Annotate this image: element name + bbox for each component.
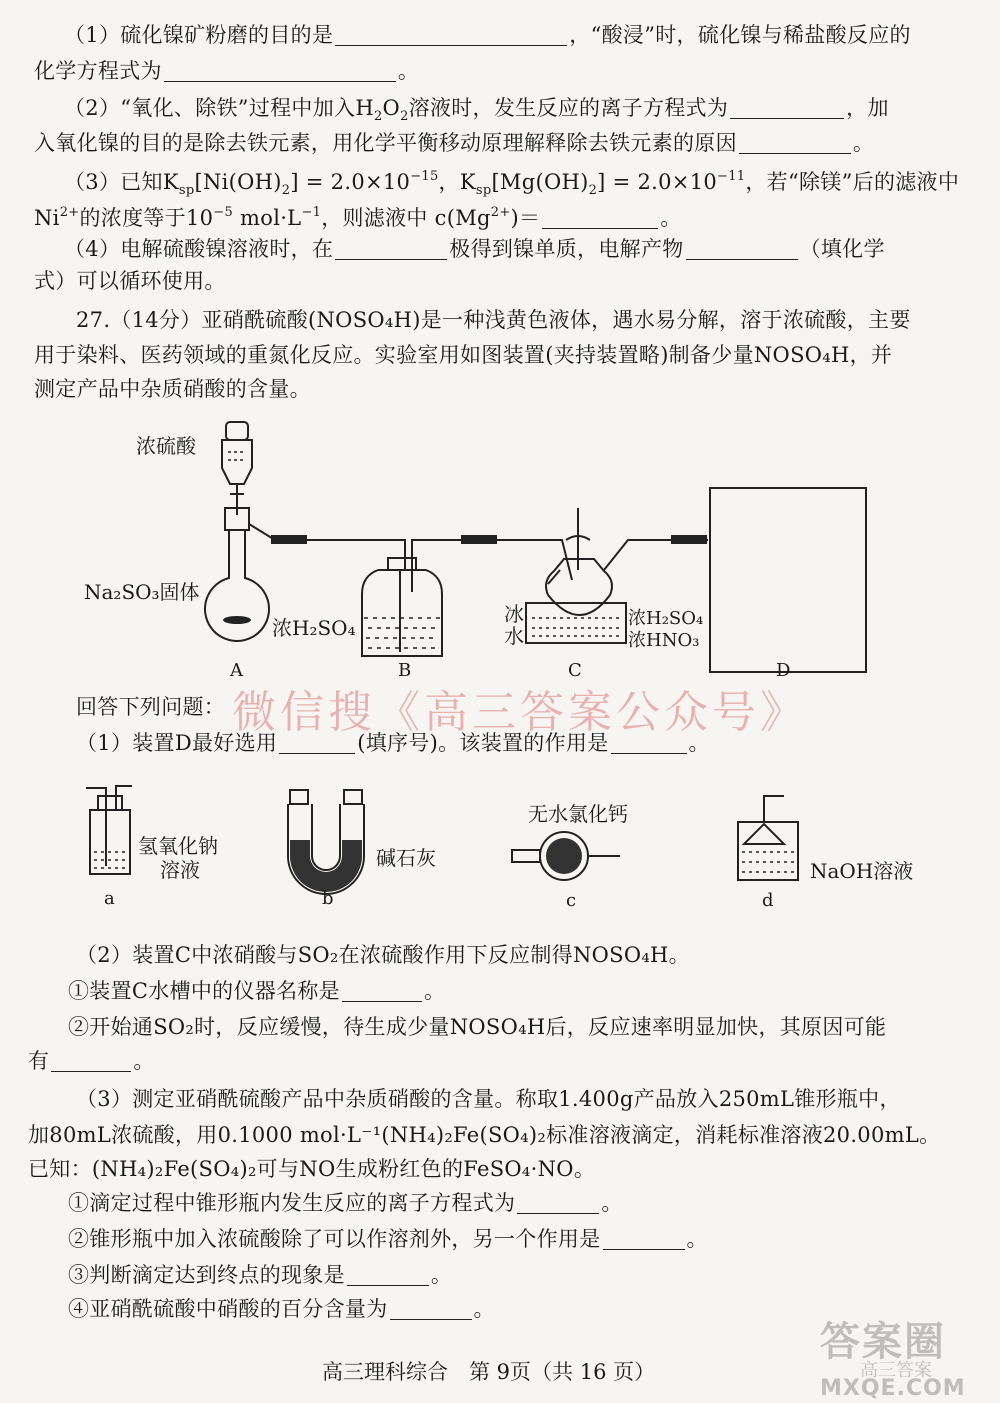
answer-blank[interactable] (335, 237, 447, 260)
label-B: B (398, 660, 412, 681)
opt-c: c (566, 890, 577, 911)
q-line: 有 。 (28, 1049, 155, 1073)
opt-d: d (762, 890, 774, 911)
q-line: ③判断滴定达到终点的现象是 。 (68, 1263, 453, 1287)
q-line: 27.（14分）亚硝酰硫酸(NOSO₄H)是一种浅黄色液体，遇水易分解，溶于浓硫酸，主要 (76, 308, 911, 332)
q-line: 加80mL浓硫酸，用0.1000 mol·L⁻¹(NH₄)₂Fe(SO₄)₂标准溶液滴定，消耗标准溶液20.00mL。 (28, 1123, 941, 1147)
opt-c-label: 无水氯化钙 (528, 802, 628, 826)
answer-blank[interactable] (517, 1191, 599, 1214)
opt-b-label: 碱石灰 (376, 846, 436, 870)
label-b-h2so4: 浓H₂SO₄ (272, 616, 356, 640)
label-conc-h2so4: 浓硫酸 (136, 434, 196, 458)
watermark: 微信搜《高三答案公众号》 (232, 687, 808, 738)
answer-blank[interactable] (603, 1227, 685, 1250)
page-footer: 高三理科综合 第 9页（共 16 页） (322, 1360, 656, 1384)
q-line: （4）电解硫酸镍溶液时，在 极得到镍单质，电解产物 （填化学 (64, 237, 885, 261)
q-line: 式）可以循环使用。 (34, 269, 226, 293)
label-c-h2so4: 浓H₂SO₄ (628, 608, 704, 629)
answer-blank[interactable] (390, 1297, 472, 1320)
q-line: 回答下列问题： (76, 695, 226, 719)
q-line: ①装置C水槽中的仪器名称是 。 (68, 979, 446, 1003)
q-line: ②锥形瓶中加入浓硫酸除了可以作溶剂外，另一个作用是 。 (68, 1227, 708, 1251)
answer-blank[interactable] (542, 206, 658, 229)
stamp-url: MXQE.COM (820, 1376, 966, 1401)
opt-b: b (322, 888, 334, 909)
stamp-logo: 答案圈 (820, 1319, 946, 1365)
answer-blank[interactable] (342, 979, 422, 1002)
label-c-hno3: 浓HNO₃ (628, 630, 700, 651)
q-line: 用于染料、医药领域的重氮化反应。实验室用如图装置(夹持装置略)制备少量NOSO₄H，并 (34, 343, 893, 367)
q-line: $Ni^{2+}$的浓度等于$10^{-5}$ $mol\cdot L^{-1}$，则滤液中 $c(Mg^{2+})=$ 。 (34, 205, 682, 230)
q-line: （3）已知$K_{sp}[Ni(OH)_2] = 2.0\times 10^{-15}$，$K_{sp}[Mg(OH)_2] = 2.0\times 10^{-11}$，若“除镁”后的滤液中 (64, 169, 960, 198)
answer-blank[interactable] (739, 131, 851, 154)
q-line: 测定产品中杂质硝酸的含量。 (34, 377, 311, 401)
label-A: A (230, 660, 243, 681)
stamp-small: 高三答案 (860, 1360, 932, 1381)
q-line: （1）装置D最好选用 (填序号)。该装置的作用是 。 (76, 731, 710, 755)
answer-blank[interactable] (164, 59, 396, 82)
answer-blank[interactable] (730, 96, 844, 119)
q-line: （2）“氧化、除铁”过程中加入$H_2O_2$溶液时，发生反应的离子方程式为 ，加 (64, 96, 889, 124)
answer-blank[interactable] (335, 23, 567, 46)
q-line: （1）硫化镍矿粉磨的目的是 ，“酸浸”时，硫化镍与稀盐酸反应的 (64, 23, 911, 47)
q-line: ②开始通SO₂时，反应缓慢，待生成少量NOSO₄H后，反应速率明显加快，其原因可能 (68, 1015, 887, 1039)
q-line: ①滴定过程中锥形瓶内发生反应的离子方程式为 。 (68, 1191, 623, 1215)
q-line: ④亚硝酰硫酸中硝酸的百分含量为 。 (68, 1297, 495, 1321)
site-stamp (820, 1310, 990, 1401)
answer-blank[interactable] (51, 1049, 131, 1072)
answer-blank[interactable] (347, 1263, 429, 1286)
answer-blank[interactable] (611, 731, 687, 754)
opt-a-label2: 溶液 (160, 858, 200, 882)
opt-a-label1: 氢氧化钠 (138, 834, 218, 858)
answer-blank[interactable] (686, 237, 798, 260)
label-D: D (776, 660, 791, 681)
opt-a: a (104, 888, 115, 909)
apparatus-diagram (0, 420, 1000, 680)
label-C: C (568, 660, 582, 681)
q-line: （2）装置C中浓硝酸与SO₂在浓硫酸作用下反应制得NOSO₄H。 (76, 943, 690, 967)
opt-d-label: NaOH溶液 (810, 859, 914, 883)
label-ice: 冰 (504, 602, 524, 626)
label-na2so3: Na₂SO₃固体 (84, 580, 200, 604)
label-water: 水 (504, 624, 524, 648)
q-line: 已知：(NH₄)₂Fe(SO₄)₂可与NO生成粉红色的FeSO₄·NO。 (28, 1157, 596, 1181)
q-line: 入氧化镍的目的是除去铁元素，用化学平衡移动原理解释除去铁元素的原因 。 (34, 131, 875, 155)
q-line: （3）测定亚硝酰硫酸产品中杂质硝酸的含量。称取1.400g产品放入250mL锥形瓶中， (76, 1087, 901, 1111)
q-line: 化学方程式为 。 (34, 59, 420, 83)
answer-blank[interactable] (279, 731, 355, 754)
